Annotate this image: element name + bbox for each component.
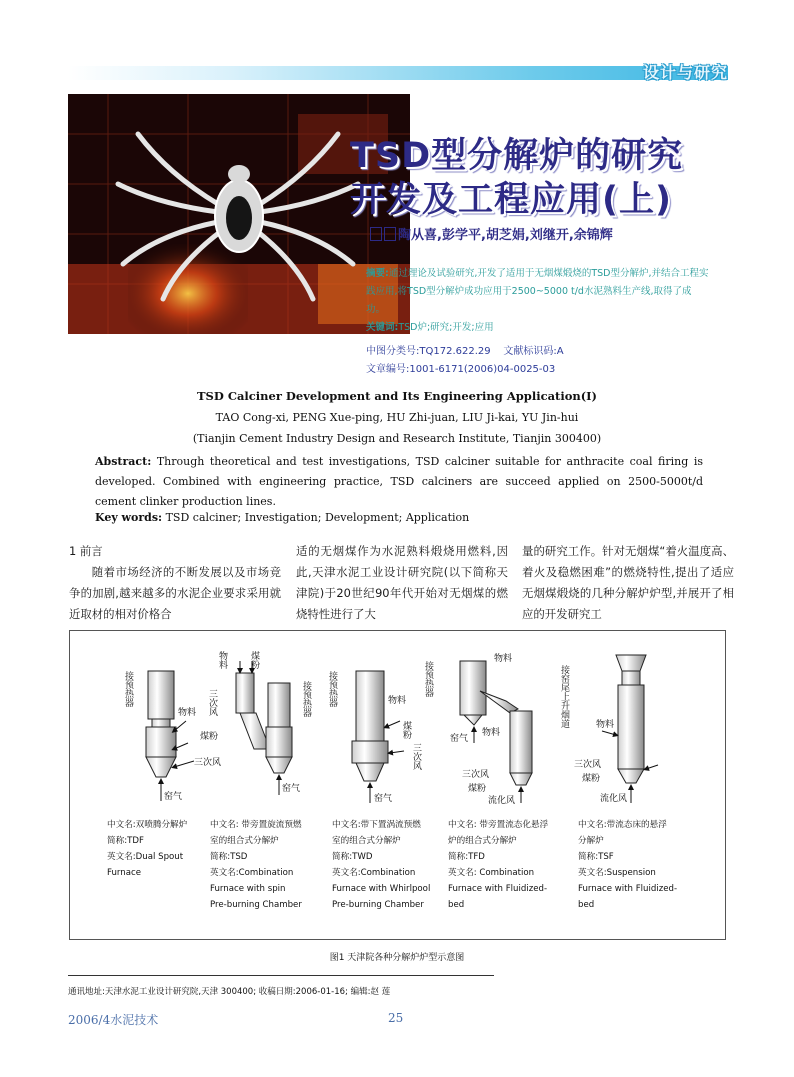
caption-line: 室的组合式分解炉 xyxy=(210,836,279,846)
caption-line: 简称:TFD xyxy=(448,852,485,862)
label-material: 物料 xyxy=(596,720,615,730)
caption-line: 英文名:Suspension xyxy=(578,868,656,878)
label-tertiary-air: 三次风 xyxy=(411,743,421,770)
caption-line: bed xyxy=(578,900,595,910)
placeholder-box-icon xyxy=(384,227,396,241)
caption-line: 英文名:Combination xyxy=(332,868,416,878)
diagram-tsf xyxy=(559,655,658,804)
label-coal: 煤粉 xyxy=(401,721,411,739)
keywords-cn-text: TSD炉;研究;开发;应用 xyxy=(398,322,494,333)
caption-line: 简称:TDF xyxy=(107,836,144,846)
label-coal: 煤粉 xyxy=(582,774,601,784)
caption-line: 中文名:双喷腾分解炉 xyxy=(107,820,188,830)
article-title-line-2: 开发及工程应用(上) xyxy=(350,180,672,220)
caption-line: Furnace xyxy=(107,868,142,878)
label-material: 物料 xyxy=(494,654,513,664)
body-paragraph: 量的研究工作。针对无烟煤“着火温度高、着火及稳燃困难”的燃烧特性,提出了适应无烟煤煅烧的几种分解炉炉型,并展开了相应的开发研究工 xyxy=(522,544,734,621)
caption-line: Pre-burning Chamber xyxy=(210,900,302,910)
section-heading: 1 前言 xyxy=(69,544,103,558)
caption-line: Furnace with Fluidized- xyxy=(578,884,678,894)
english-title: TSD Calciner Development and Its Engineering Application(Ⅰ) xyxy=(196,389,597,403)
label-to-riser: 接窑尾上升烟道 xyxy=(559,665,569,728)
header-band xyxy=(68,66,728,80)
caption-line: 中文名: 带旁置旋流预燃 xyxy=(210,820,302,830)
authors-text: 陶从喜,彭学平,胡芝娟,刘继开,余锦辉 xyxy=(398,228,613,243)
label-tertiary-air: 三次风 xyxy=(194,758,222,768)
article-authors xyxy=(370,224,613,243)
figure-caption-tdf xyxy=(107,817,223,881)
caption-line: 炉的组合式分解炉 xyxy=(448,836,517,846)
body-column-3 xyxy=(522,541,734,625)
caption-line: 简称:TSD xyxy=(210,852,248,862)
footer-journal: 2006/4水泥技术 xyxy=(68,1013,159,1027)
body-column-1 xyxy=(69,541,281,625)
section-tag: 设计与研究 xyxy=(642,63,728,82)
label-kiln-gas: 窑气 xyxy=(164,792,183,802)
placeholder-box-icon xyxy=(370,227,382,241)
diagram-tsd xyxy=(207,650,312,795)
article-title-line-1: TSD型分解炉的研究 xyxy=(350,136,684,176)
label-material: 物料 xyxy=(178,708,197,718)
body-paragraph: 适的无烟煤作为水泥熟料煅烧用燃料,因此,天津水泥工业设计研究院(以下简称天津院)于20世纪90年代开始对无烟煤的燃烧特性进行了大 xyxy=(296,544,508,621)
caption-line: Pre-burning Chamber xyxy=(332,900,424,910)
label-fluid-air: 流化风 xyxy=(488,796,516,806)
label-material: 物料 xyxy=(388,696,407,706)
doccode-value: A xyxy=(556,346,564,357)
classification-line xyxy=(366,342,564,357)
label-to-preheater: 接预热器 xyxy=(123,671,133,707)
label-kiln-gas: 窑气 xyxy=(374,794,393,804)
figure-caption-tsd xyxy=(210,817,326,913)
article-number-line xyxy=(366,360,555,375)
doccode-label: 文献标识码: xyxy=(503,346,557,357)
label-material: 物料 xyxy=(217,651,227,669)
caption-line: 中文名:带流态床的悬浮 xyxy=(578,820,667,830)
diagram-twd xyxy=(327,670,422,804)
caption-line: 英文名: Combination xyxy=(448,868,535,878)
label-to-preheater: 接预热器 xyxy=(301,681,311,717)
abstract-cn-label: 摘要: xyxy=(366,268,389,279)
caption-line: 中文名: 带旁置流态化悬浮 xyxy=(448,820,549,830)
caption-line: 简称:TSF xyxy=(578,852,614,862)
label-coal: 煤粉 xyxy=(200,732,219,742)
label-kiln-gas: 窑气 xyxy=(282,784,301,794)
abstract-cn-text: 通过理论及试验研究,开发了适用于无烟煤煅烧的TSD型分解炉,并结合工程实践应用,将TSD型分解炉成功应用于2500~5000 t/d水泥熟料生产线,取得了成功。 xyxy=(366,268,709,315)
footnote: 通讯地址:天津水泥工业设计研究院,天津 300400; 收稿日期:2006-01-16; 编辑:赵 莲 xyxy=(68,987,391,997)
label-fluid-air: 流化风 xyxy=(600,794,628,804)
classno-value: TQ172.622.29 xyxy=(419,346,491,357)
caption-line: 英文名:Combination xyxy=(210,868,294,878)
english-keywords-label: Key words: xyxy=(95,511,163,524)
diagram-tfd xyxy=(423,652,532,806)
english-keywords xyxy=(95,511,703,524)
label-to-preheater: 接预热器 xyxy=(423,661,433,697)
figure-caption-tsf xyxy=(578,817,694,913)
body-column-2 xyxy=(296,541,508,625)
figure-caption-twd xyxy=(332,817,448,913)
english-abstract xyxy=(95,452,703,512)
footnote-rule xyxy=(68,975,494,976)
caption-line: 中文名:带下置涡流预燃 xyxy=(332,820,421,830)
label-to-preheater: 接预热器 xyxy=(327,671,337,707)
keywords-cn-label: 关键词: xyxy=(366,322,399,333)
caption-line: 分解炉 xyxy=(578,836,604,846)
caption-line: 英文名:Dual Spout xyxy=(107,852,184,862)
label-tertiary-air: 三次风 xyxy=(574,760,602,770)
figure-caption-tfd xyxy=(448,817,564,913)
caption-line: Furnace with Fluidized- xyxy=(448,884,548,894)
page-number: 25 xyxy=(388,1011,404,1025)
english-abstract-text: Through theoretical and test investigations, TSD calciner suitable for anthracite coal firing is developed. Combined with engineering practice, TSD calciners are succeed applied on 2500-5000t/d cement clinker production lines. xyxy=(95,455,704,508)
caption-line: Furnace with Whirlpool xyxy=(332,884,431,894)
label-tertiary-air: 三次风 xyxy=(207,689,217,716)
body-paragraph: 随着市场经济的不断发展以及市场竞争的加剧,越来越多的水泥企业要求采用就近取材的相对价格合 xyxy=(69,565,281,621)
label-coal: 煤粉 xyxy=(468,784,487,794)
label-material: 物料 xyxy=(482,728,501,738)
calciner-diagrams xyxy=(70,631,725,811)
abstract-cn xyxy=(366,265,710,337)
english-affiliation: (Tianjin Cement Industry Design and Research Institute, Tianjin 300400) xyxy=(192,432,602,445)
articleno-label: 文章编号: xyxy=(366,364,410,375)
english-keywords-text: TSD calciner; Investigation; Development; Application xyxy=(165,511,470,524)
label-coal: 煤粉 xyxy=(249,651,259,669)
caption-line: 简称:TWD xyxy=(332,852,373,862)
figure-caption: 图1 天津院各种分解炉炉型示意图 xyxy=(329,953,465,963)
figure-1 xyxy=(69,630,726,940)
articleno-value: 1001-6171(2006)04-0025-03 xyxy=(409,364,556,375)
label-kiln-gas: 窑气 xyxy=(450,734,469,744)
english-authors: TAO Cong-xi, PENG Xue-ping, HU Zhi-juan, LIU Ji-kai, YU Jin-hui xyxy=(215,411,579,424)
caption-line: bed xyxy=(448,900,465,910)
english-abstract-label: Abstract: xyxy=(95,455,152,468)
caption-line: 室的组合式分解炉 xyxy=(332,836,401,846)
label-tertiary-air: 三次风 xyxy=(462,770,490,780)
classno-label: 中图分类号: xyxy=(366,346,420,357)
caption-line: Furnace with spin xyxy=(210,884,286,894)
